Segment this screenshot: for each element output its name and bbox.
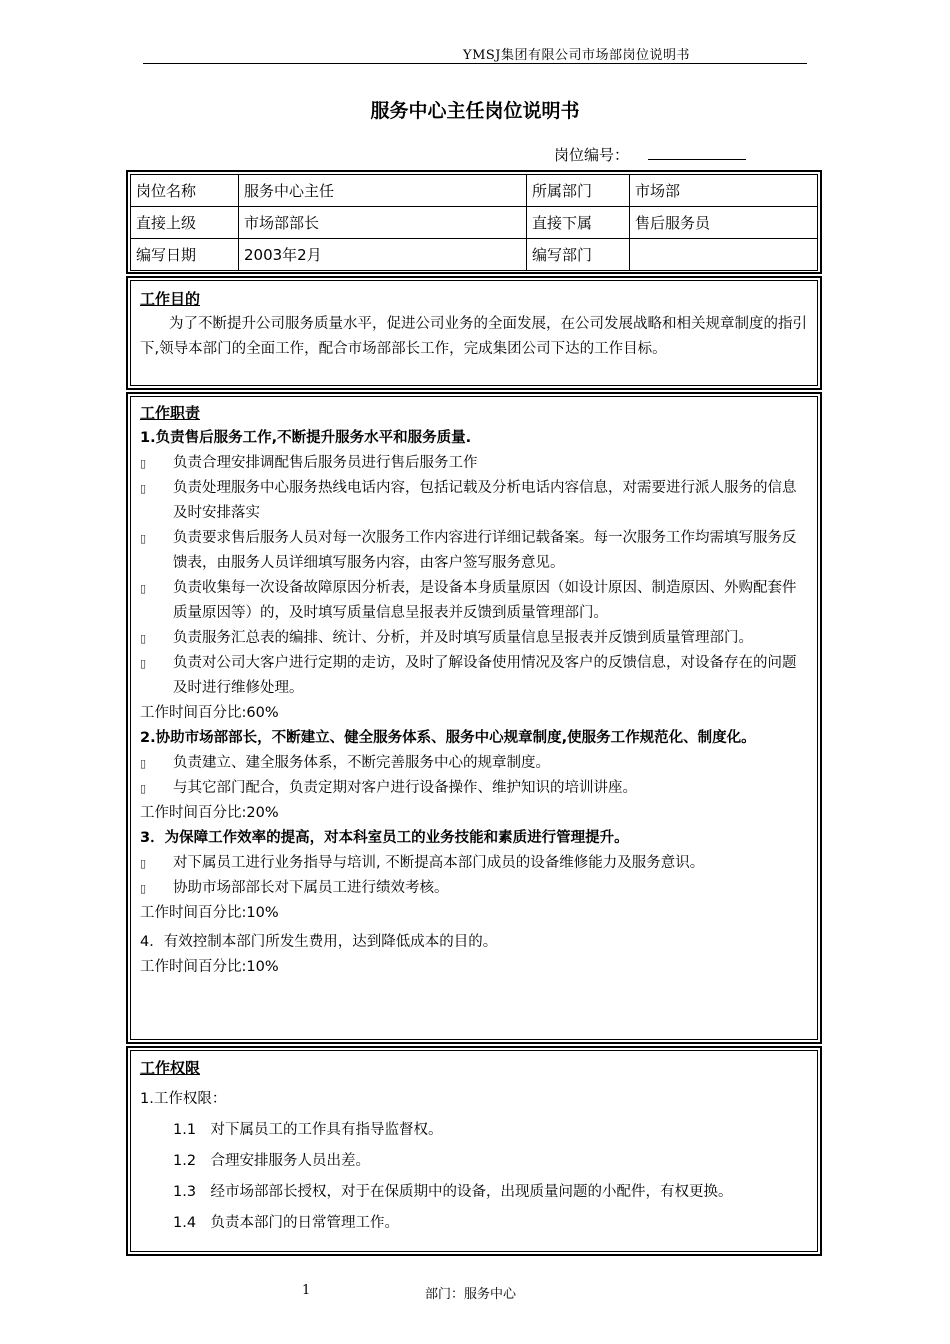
purpose-section xyxy=(131,281,817,362)
value-cell xyxy=(630,239,818,271)
info-table xyxy=(130,174,818,271)
post-number-field xyxy=(648,159,746,160)
post-number-label: 岗位编号： xyxy=(554,146,630,164)
list-item: 1.1 对下属员工的工作具有指导监督权。 xyxy=(173,1122,443,1138)
bullet-icon: ▯ xyxy=(140,457,147,470)
value-cell: 售后服务员 xyxy=(630,207,818,239)
list-item: 1.4 负责本部门的日常管理工作。 xyxy=(173,1215,400,1231)
label-cell: 岗位名称 xyxy=(131,175,239,207)
list-item: ▯ 负责建立、建全服务体系，不断完善服务中心的规章制度。 xyxy=(140,751,809,776)
table-row xyxy=(131,175,818,207)
list-item: ▯ 负责处理服务中心服务热线电话内容，包括记载及分析电话内容信息，对需要进行派人服务的信息及时安排落实 xyxy=(140,476,809,526)
footer-department: 部门：服务中心 xyxy=(425,1287,517,1302)
time-percent: 工作时间百分比:60% xyxy=(140,705,279,721)
label-cell: 编写部门 xyxy=(527,239,630,271)
document-title: 服务中心主任岗位说明书 xyxy=(370,100,580,122)
list-item: ▯ 与其它部门配合，负责定期对客户进行设备操作、维护知识的培训讲座。 xyxy=(140,776,809,801)
purpose-frame xyxy=(126,276,822,390)
label-cell: 所属部门 xyxy=(527,175,630,207)
value-cell: 市场部 xyxy=(630,175,818,207)
duties-section xyxy=(131,397,817,980)
info-frame xyxy=(126,170,822,274)
list-item: 1.3 经市场部部长授权，对于在保质期中的设备，出现质量问题的小配件，有权更换。 xyxy=(173,1184,733,1200)
list-item: ▯ 负责要求售后服务人员对每一次服务工作内容进行详细记载备案。每一次服务工作均需填写服务反馈表，由服务人员详细填写服务内容，由客户签写服务意见。 xyxy=(140,526,809,576)
page-number: 1 xyxy=(302,1283,311,1298)
page-header: YMSJ集团有限公司市场部岗位说明书 xyxy=(462,48,690,63)
list-item: ▯ 负责服务汇总表的编排、统计、分析，并及时填写质量信息呈报表并反馈到质量管理部门。 xyxy=(140,626,809,651)
authority-section xyxy=(131,1051,817,1239)
list-item: ▯ 负责对公司大客户进行定期的走访，及时了解设备使用情况及客户的反馈信息，对设备存在的问题及时进行维修处理。 xyxy=(140,651,809,701)
time-percent: 工作时间百分比:10% xyxy=(140,905,279,921)
duty-heading: 3．为保障工作效率的提高，对本科室员工的业务技能和素质进行管理提升。 xyxy=(140,830,629,846)
section-title: 工作目的 xyxy=(140,290,201,308)
bullet-icon: ▯ xyxy=(140,882,147,895)
duty-heading: 2.协助市场部部长，不断建立、健全服务体系、服务中心规章制度,使服务工作规范化、制度化。 xyxy=(140,730,756,746)
time-percent: 工作时间百分比:10% xyxy=(140,959,279,975)
bullet-icon: ▯ xyxy=(140,857,147,870)
value-cell: 市场部部长 xyxy=(239,207,527,239)
section-title: 工作职责 xyxy=(140,404,201,422)
bullet-icon: ▯ xyxy=(140,757,147,770)
list-item: 1.2 合理安排服务人员出差。 xyxy=(173,1153,371,1169)
label-cell: 直接上级 xyxy=(131,207,239,239)
authority-frame xyxy=(126,1046,822,1256)
section-title: 工作权限 xyxy=(140,1059,201,1077)
duties-frame xyxy=(126,392,822,1044)
authority-intro: 1.工作权限： xyxy=(140,1091,227,1107)
list-item: ▯ 对下属员工进行业务指导与培训, 不断提高本部门成员的设备维修能力及服务意识。 xyxy=(140,851,809,876)
list-item: ▯ 负责合理安排调配售后服务员进行售后服务工作 xyxy=(140,451,809,476)
header-rule xyxy=(143,63,807,64)
value-cell: 服务中心主任 xyxy=(239,175,527,207)
list-item: ▯ 负责收集每一次设备故障原因分析表，是设备本身质量原因（如设计原因、制造原因、外购配套件质量原因等）的，及时填写质量信息呈报表并反馈到质量管理部门。 xyxy=(140,576,809,626)
duty-heading: 1.负责售后服务工作,不断提升服务水平和服务质量. xyxy=(140,430,472,446)
duty-heading: 4．有效控制本部门所发生费用，达到降低成本的目的。 xyxy=(140,934,498,950)
bullet-icon: ▯ xyxy=(140,582,147,595)
bullet-icon: ▯ xyxy=(140,532,147,545)
bullet-icon: ▯ xyxy=(140,657,147,670)
label-cell: 编写日期 xyxy=(131,239,239,271)
time-percent: 工作时间百分比:20% xyxy=(140,805,279,821)
bullet-icon: ▯ xyxy=(140,782,147,795)
list-item: ▯ 协助市场部部长对下属员工进行绩效考核。 xyxy=(140,876,809,901)
value-cell: 2003年2月 xyxy=(239,239,527,271)
table-row xyxy=(131,207,818,239)
bullet-icon: ▯ xyxy=(140,482,147,495)
label-cell: 直接下属 xyxy=(527,207,630,239)
table-row xyxy=(131,239,818,271)
purpose-text: 为了不断提升公司服务质量水平，促进公司业务的全面发展，在公司发展战略和相关规章制度的指引下,领导本部门的全面工作，配合市场部部长工作，完成集团公司下达的工作目标。 xyxy=(140,316,807,357)
bullet-icon: ▯ xyxy=(140,632,147,645)
